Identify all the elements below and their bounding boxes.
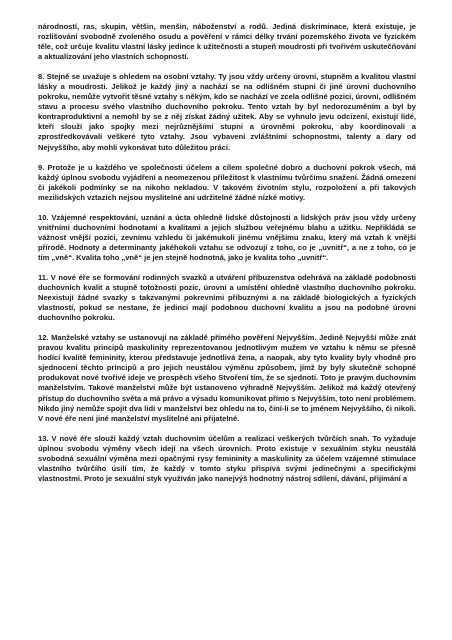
paragraph-13: 13. V nové éře slouží každý vztah duchovním účelům a realizaci veškerých tvůrčích snah. To vyžaduje úplnou svobodu výměny všech idejí na všech úrovních. Proto existuje v sexuálním styku neustálá svobodná sexuální výměna mezi opačnými rysy femininity a maskulinity za účelem vzájemné stimulace vlastního tvůrčího úsilí tím, že každý v tomto styku přispívá svými jedinečnými a specifickými vlastnostmi. Proto je sexuální styk využíván jako nanejvýš hodnotný nástroj sdílení, dávání, přijímání a (38, 433, 416, 483)
paragraph-continuation: národností, ras, skupin, většin, menšin, náboženství a rodů. Jediná diskriminace, která existuje, je rozlišování svobodně zvoleného osudu a pověření v rámci délky trvání pozemského života ve fyzickém těle, což určuje kvalitu vlastní lásky jedince k užitečnosti a stupeň moudrosti při tvořivém uskutečňování a aktualizování jeho vlastních schopností. (38, 22, 416, 62)
paragraph-9: 9. Protože je u každého ve společnosti účelem a cílem společné dobro a duchovní pokrok všech, má každý úplnou svobodu vyjádření a neomezenou příležitost k vlastnímu tvůrčímu snažení. Žádná omezení či jakékoli podmínky se na nikoho nekladou. V takovém životním stylu, rozpoložení a při takových mezilidských vztazích nejsou myslitelné ani udržitelné žádné nízké motivy. (38, 162, 416, 202)
paragraph-10: 10. Vzájemné respektování, uznání a úcta ohledně lidské důstojnosti a lidských práv jsou vždy určeny vnitřními duchovními hodnotami a kvalitami a jejich službou veřejnému blahu a užitku. Nepřikládá se vážnost vnější pozici, zevnímu vzhledu či jakémukoli jinému vnějšímu znaku, který má vztah k vnější přírodě. Hodnoty a determinanty jakéhokoli vztahu se odvozují z toho, co je „uvnitř“, a ne z toho, co je tím „vně“. Kvalita toho „vně“ je jen stejně hodnotná, jako je kvalita toho „uvnitř“. (38, 212, 416, 262)
paragraph-12: 12. Manželské vztahy se ustanovují na základě přímého pověření Nejvyšším. Jedině Nejvyšší může znát pravou kvalitu principů maskulinity reprezentovanou jednotlivým mužem ve vztahu k němu se přesně hodící kvalitě femininity, kterou představuje jednotlivá žena, a naopak, aby tyto kvality byly vhodně pro sjednocení těchto principů a pro jejich neustálou výměnu způsobem, jímž by byly skutečně schopné produkovat nové tvořivé ideje ve prospěch všeho Stvoření tím, že se sjednotí. Toto je pravým duchovním manželstvím. Takové manželství může být ustanoveno výhradně Nejvyšším. Jelikož má každý otevřený přístup do duchovního světa a má právo a výsadu komunikovat přímo s Nejvyšším, toto není problémem. Nikdo jiný nemůže spojit dva lidi v manželství bez ohledu na to, činí-li se to jménem Nejvyššího, či nikoli. V nové éře není jiné manželství myslitelné ani přijatelné. (38, 333, 416, 423)
paragraph-8: 8. Stejně se uvažuje s ohledem na osobní vztahy. Ty jsou vždy určeny úrovní, stupněm a kvalitou vlastní lásky a moudrosti. Jelikož je každý jiný a nachází se na odlišném stupni či jiné úrovni duchovního pokroku, nemůže vytvořit těsné vztahy s někým, kdo se nachází ve zcela odlišné pozici, úrovni, odlišném stavu a procesu svého vlastního duchovního pokroku. Tento vztah by byl nedorozuměním a byl by kontraproduktivní a nemohl by se z něj získat žádný užitek. Aby se vyhnulo jevu odcizení, existují lidé, kteří slouží jako spojky mezi nejrůznějšími stupni a úrovněmi pokroku, aby koordinovali a zprostředkovávali veškeré tyto vztahy. Jsou vybaveni zvláštními schopnostmi, talenty a dary od Nejvyššího, aby mohli vykonávat tuto důležitou práci. (38, 72, 416, 152)
paragraph-11: 11. V nové éře se formování rodinných svazků a utváření příbuzenstva odehrává na základě podobnosti duchovních kvalit a stupně totožnosti pozic, úrovní a umístění ohledně vlastního duchovního pokroku. Neexistují žádné svazky s takzvanými pokrevními příbuznými a na základě biologických a fyzických vlastností, pokud se nestane, že jedinci mají podobnou duchovní kvalitu a jsou na podobné úrovni duchovního pokroku. (38, 272, 416, 323)
document-page (38, 22, 416, 494)
